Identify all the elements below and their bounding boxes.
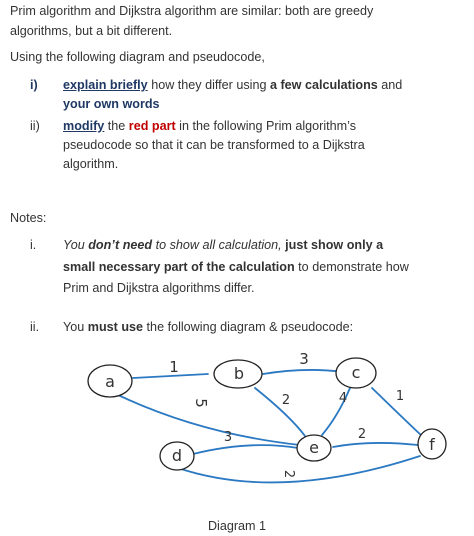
edge-d-f (178, 456, 420, 482)
weight-d-f: 2 (281, 469, 296, 479)
task-i-text-1: how they differ using (147, 78, 270, 92)
note-i-c: to show all calculation, (152, 238, 286, 252)
intro-line-1: Prim algorithm and Dijkstra algorithm are similar: both are greedy (10, 4, 374, 18)
intro-line-2: algorithms, but a bit different. (10, 24, 173, 38)
task-i-marker: i) (30, 78, 38, 92)
note-i-line-3: Prim and Dijkstra algorithms differ. (63, 281, 255, 295)
task-ii-text-2: in the following Prim algorithm’s (175, 119, 357, 133)
task-ii-marker: ii) (30, 119, 40, 133)
edge-b-e (255, 388, 305, 436)
task-i-bold: a few calculations (269, 78, 378, 92)
weight-c-e: 4 (338, 391, 348, 406)
task-i-text (63, 76, 402, 95)
graph-diagram (60, 342, 460, 518)
node-d-label: d (171, 446, 183, 465)
note-i-marker: i. (30, 238, 37, 252)
edge-b-c (263, 370, 343, 374)
notes-heading: Notes: (10, 211, 47, 225)
task-i-text-2: and (377, 78, 403, 92)
task-ii-line-2: pseudocode so that it can be transformed to a Dijkstra (63, 138, 365, 152)
edge-d-e (193, 445, 298, 454)
weight-b-e: 2 (281, 393, 291, 408)
task-ii-text-1: the (104, 119, 129, 133)
weight-e-f: 2 (357, 427, 367, 442)
node-a-label: a (105, 372, 115, 391)
note-i-a: You (63, 238, 89, 252)
node-b-label: b (233, 364, 245, 383)
edge-e-f (333, 443, 418, 447)
task-ii-verb: modify (63, 119, 105, 133)
note-ii-marker: ii. (30, 320, 40, 334)
note-i-line-2-rest: to demonstrate how (294, 260, 409, 274)
node-c-label: c (351, 363, 361, 382)
task-i-line-2: your own words (63, 97, 160, 111)
weight-c-f: 1 (395, 389, 405, 404)
note-ii-c: the following diagram & pseudocode: (143, 320, 354, 334)
diagram-caption: Diagram 1 (207, 519, 267, 533)
node-e-label: e (309, 438, 319, 457)
intro-line-3: Using the following diagram and pseudocode, (10, 50, 265, 64)
task-ii-text (63, 117, 356, 136)
note-ii-text (63, 318, 353, 337)
task-ii-red: red part (128, 119, 176, 133)
weight-d-e: 3 (223, 430, 233, 445)
note-i-line-2 (63, 258, 409, 277)
weight-b-c: 3 (299, 350, 309, 368)
note-i-text (63, 236, 383, 255)
weight-a-b: 1 (169, 358, 179, 376)
note-i-line-2-bold: small necessary part of the calculation (63, 260, 295, 274)
task-ii-line-3: algorithm. (63, 157, 119, 171)
note-i-d: just show only a (285, 238, 384, 252)
note-ii-a: You (63, 320, 88, 334)
node-f-label: f (429, 435, 435, 454)
note-i-b: don’t need (88, 238, 153, 252)
weight-a-e: 5 (192, 398, 210, 408)
task-i-verb: explain briefly (63, 78, 148, 92)
note-ii-b: must use (87, 320, 144, 334)
